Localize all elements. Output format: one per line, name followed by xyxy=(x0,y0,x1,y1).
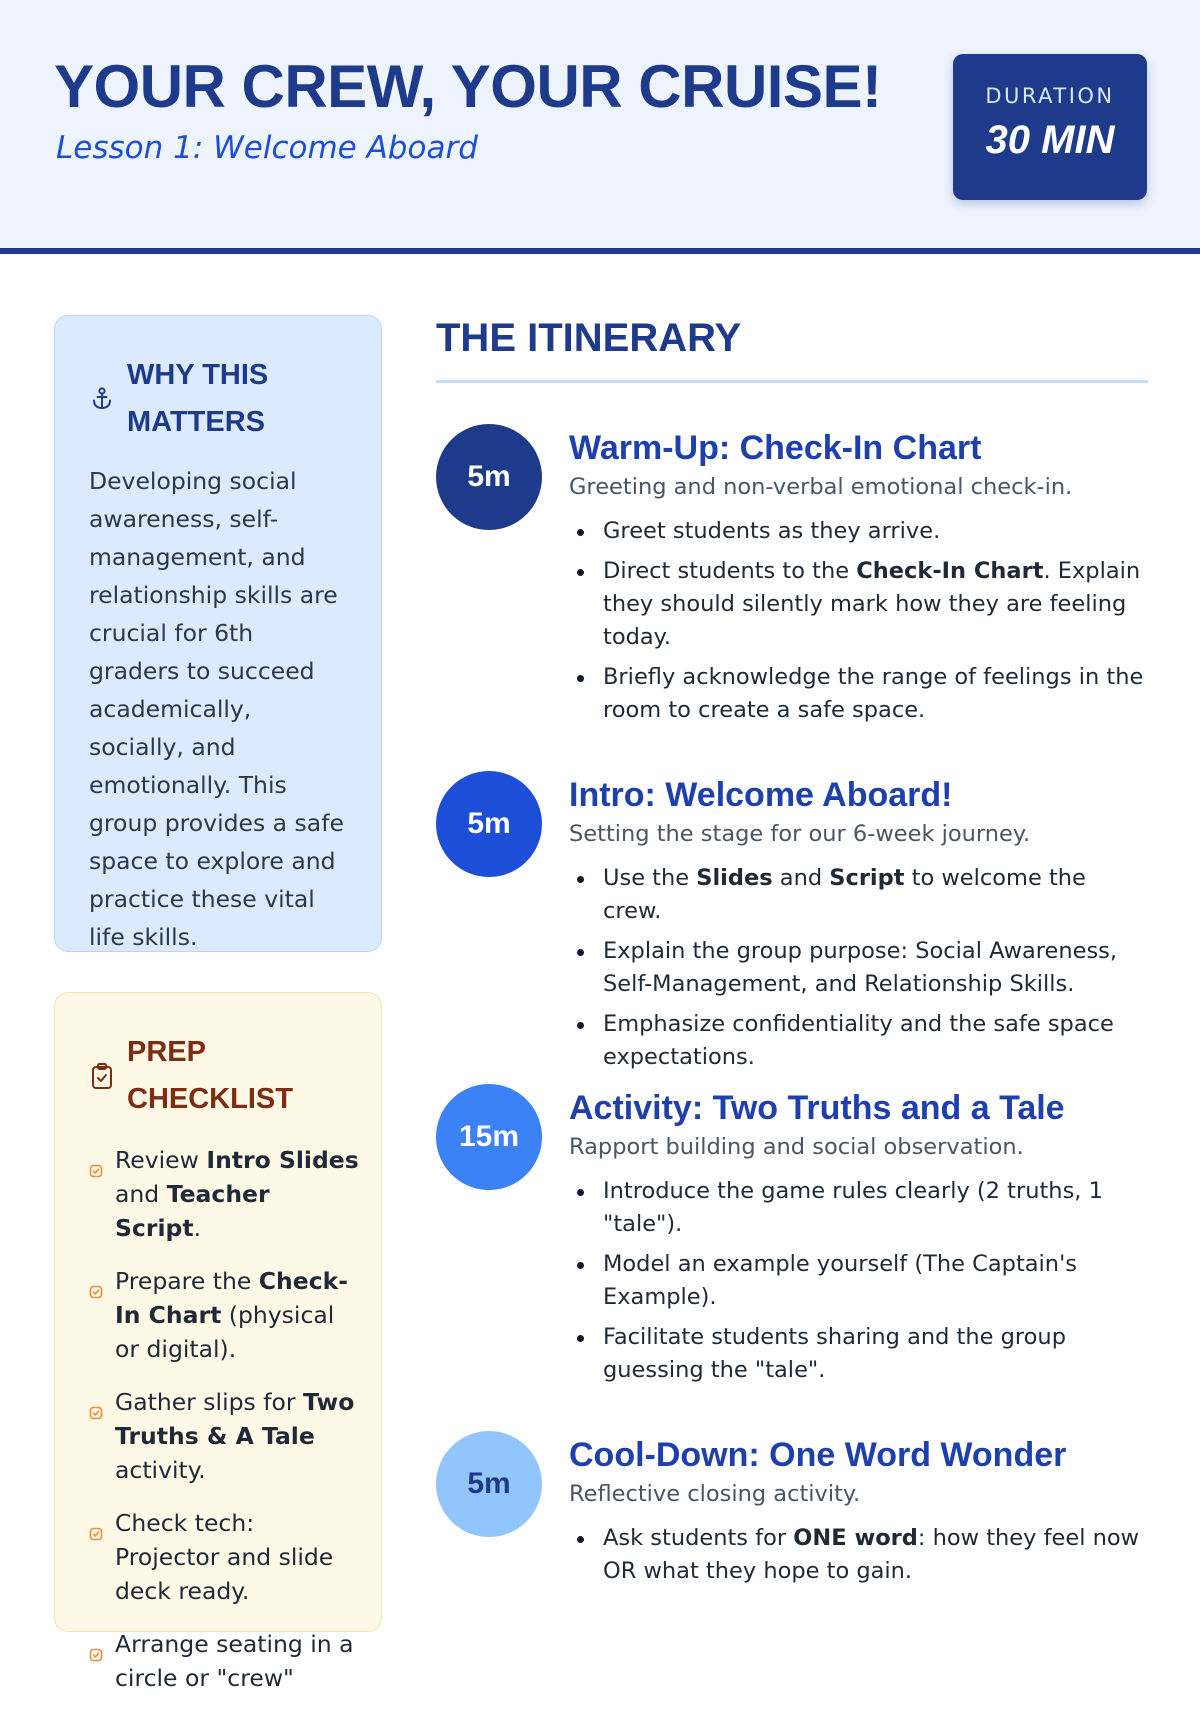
checkbox-icon xyxy=(89,1274,115,1308)
checklist-item-text xyxy=(115,1143,359,1245)
checkbox-icon xyxy=(89,1153,115,1187)
checklist-item xyxy=(89,1143,359,1245)
step-title: Activity: Two Truths and a Tale xyxy=(569,1089,1065,1127)
prep-checklist-card xyxy=(54,992,382,1692)
why-heading-row xyxy=(89,352,307,446)
text-segment: Explain the group purpose: Social Awareness, Self-Management, and Relationship Skills. xyxy=(603,938,1118,997)
text-segment: Arrange seating in a circle or "crew" xyxy=(115,1630,354,1692)
checklist-item xyxy=(89,1264,359,1366)
text-segment: Use the xyxy=(603,865,697,891)
checklist-item-text xyxy=(115,1385,359,1487)
bold-text: Two Truths & A Tale xyxy=(115,1388,355,1450)
time-badge: 5m xyxy=(436,1431,542,1537)
text-segment: and xyxy=(115,1180,167,1208)
step-bullet-list xyxy=(569,1175,1149,1387)
bold-text: Check-In Chart xyxy=(856,558,1044,584)
step-bullet xyxy=(569,515,1149,548)
itinerary-heading: THE ITINERARY xyxy=(436,316,742,360)
text-segment: to welcome the crew. xyxy=(603,865,1086,924)
bold-text: Script xyxy=(829,865,905,891)
step-bullet xyxy=(569,1321,1149,1387)
text-segment: Briefly acknowledge the range of feelings in the room to create a safe space. xyxy=(603,664,1144,723)
text-segment: Facilitate students sharing and the group guessing the "tale". xyxy=(603,1324,1066,1383)
text-segment: Introduce the game rules clearly (2 truths, 1 "tale"). xyxy=(603,1178,1103,1237)
duration-value: 30 MIN xyxy=(985,118,1115,162)
checklist-item-text xyxy=(115,1627,359,1695)
step-bullet xyxy=(569,555,1149,654)
step-content xyxy=(569,1084,1149,1394)
prep-checklist xyxy=(89,1143,359,1714)
checklist-item-text xyxy=(115,1264,359,1366)
anchor-icon xyxy=(89,387,115,411)
checkbox-icon xyxy=(89,1516,115,1550)
duration-label: DURATION xyxy=(985,84,1115,108)
text-segment: Prepare the xyxy=(115,1267,259,1295)
text-segment: . xyxy=(193,1214,202,1242)
checklist-item-text xyxy=(115,1506,359,1608)
time-badge: 15m xyxy=(436,1084,542,1190)
checklist-item xyxy=(89,1385,359,1487)
step-title: Warm-Up: Check-In Chart xyxy=(569,429,982,467)
page-title: YOUR CREW, YOUR CRUISE! xyxy=(54,53,882,120)
time-badge: 5m xyxy=(436,424,542,530)
step-title: Cool-Down: One Word Wonder xyxy=(569,1436,1067,1474)
lesson-header xyxy=(0,0,1200,254)
step-bullet xyxy=(569,661,1149,727)
text-segment: . Explain they should silently mark how they are feeling today. xyxy=(603,558,1141,650)
step-content xyxy=(569,424,1149,734)
step-bullet xyxy=(569,862,1149,928)
checkbox-icon xyxy=(89,1395,115,1429)
step-content xyxy=(569,1431,1149,1595)
step-bullet xyxy=(569,1008,1149,1074)
text-segment: Ask students for xyxy=(603,1525,794,1551)
step-description: Rapport building and social observation. xyxy=(569,1134,1024,1160)
step-title: Intro: Welcome Aboard! xyxy=(569,776,953,814)
checklist-item xyxy=(89,1627,359,1695)
text-segment: Check tech: Projector and slide deck ready. xyxy=(115,1509,334,1605)
text-segment: Gather slips for xyxy=(115,1388,304,1416)
text-segment: Greet students as they arrive. xyxy=(603,518,941,544)
why-this-matters-card xyxy=(54,315,382,952)
step-bullet xyxy=(569,935,1149,1001)
bold-text: Intro Slides xyxy=(206,1146,359,1174)
step-bullet xyxy=(569,1248,1149,1314)
text-segment: Emphasize confidentiality and the safe space expectations. xyxy=(603,1011,1114,1070)
why-heading: WHY THIS MATTERS xyxy=(127,359,269,438)
checklist-item xyxy=(89,1506,359,1608)
why-body-text: Developing social awareness, self-management, and relationship skills are crucial for 6th graders to succeed academically, socially, and emotionally. This group provides a safe space to explore and practice these vital life skills. xyxy=(89,467,344,951)
step-bullet-list xyxy=(569,1522,1149,1588)
prep-heading-row xyxy=(89,1029,327,1123)
text-segment: Review xyxy=(115,1146,207,1174)
bold-text: Teacher Script xyxy=(115,1180,270,1242)
time-badge: 5m xyxy=(436,771,542,877)
step-description: Reflective closing activity. xyxy=(569,1481,861,1507)
itinerary-divider xyxy=(436,380,1148,383)
step-description: Setting the stage for our 6-week journey. xyxy=(569,821,1031,847)
bold-text: Check-In Chart xyxy=(115,1267,349,1329)
step-bullet xyxy=(569,1522,1149,1588)
duration-badge xyxy=(953,54,1147,200)
step-bullet xyxy=(569,1175,1149,1241)
lesson-subtitle: Lesson 1: Welcome Aboard xyxy=(56,130,478,166)
text-segment: (physical or digital). xyxy=(115,1301,335,1363)
text-segment: Direct students to the xyxy=(603,558,857,584)
text-segment: Model an example yourself (The Captain's Example). xyxy=(603,1251,1077,1310)
prep-heading: PREP CHECKLIST xyxy=(127,1036,293,1115)
text-segment: activity. xyxy=(115,1456,206,1484)
step-bullet-list xyxy=(569,862,1149,1074)
step-content xyxy=(569,771,1149,1081)
bold-text: ONE word xyxy=(793,1525,918,1551)
text-segment: and xyxy=(772,865,830,891)
bold-text: Slides xyxy=(696,865,773,891)
text-segment: : how they feel now OR what they hope to gain. xyxy=(603,1525,1140,1584)
step-description: Greeting and non-verbal emotional check-in. xyxy=(569,474,1073,500)
checkbox-icon xyxy=(89,1637,115,1671)
step-bullet-list xyxy=(569,515,1149,727)
clipboard-check-icon xyxy=(89,1062,115,1090)
